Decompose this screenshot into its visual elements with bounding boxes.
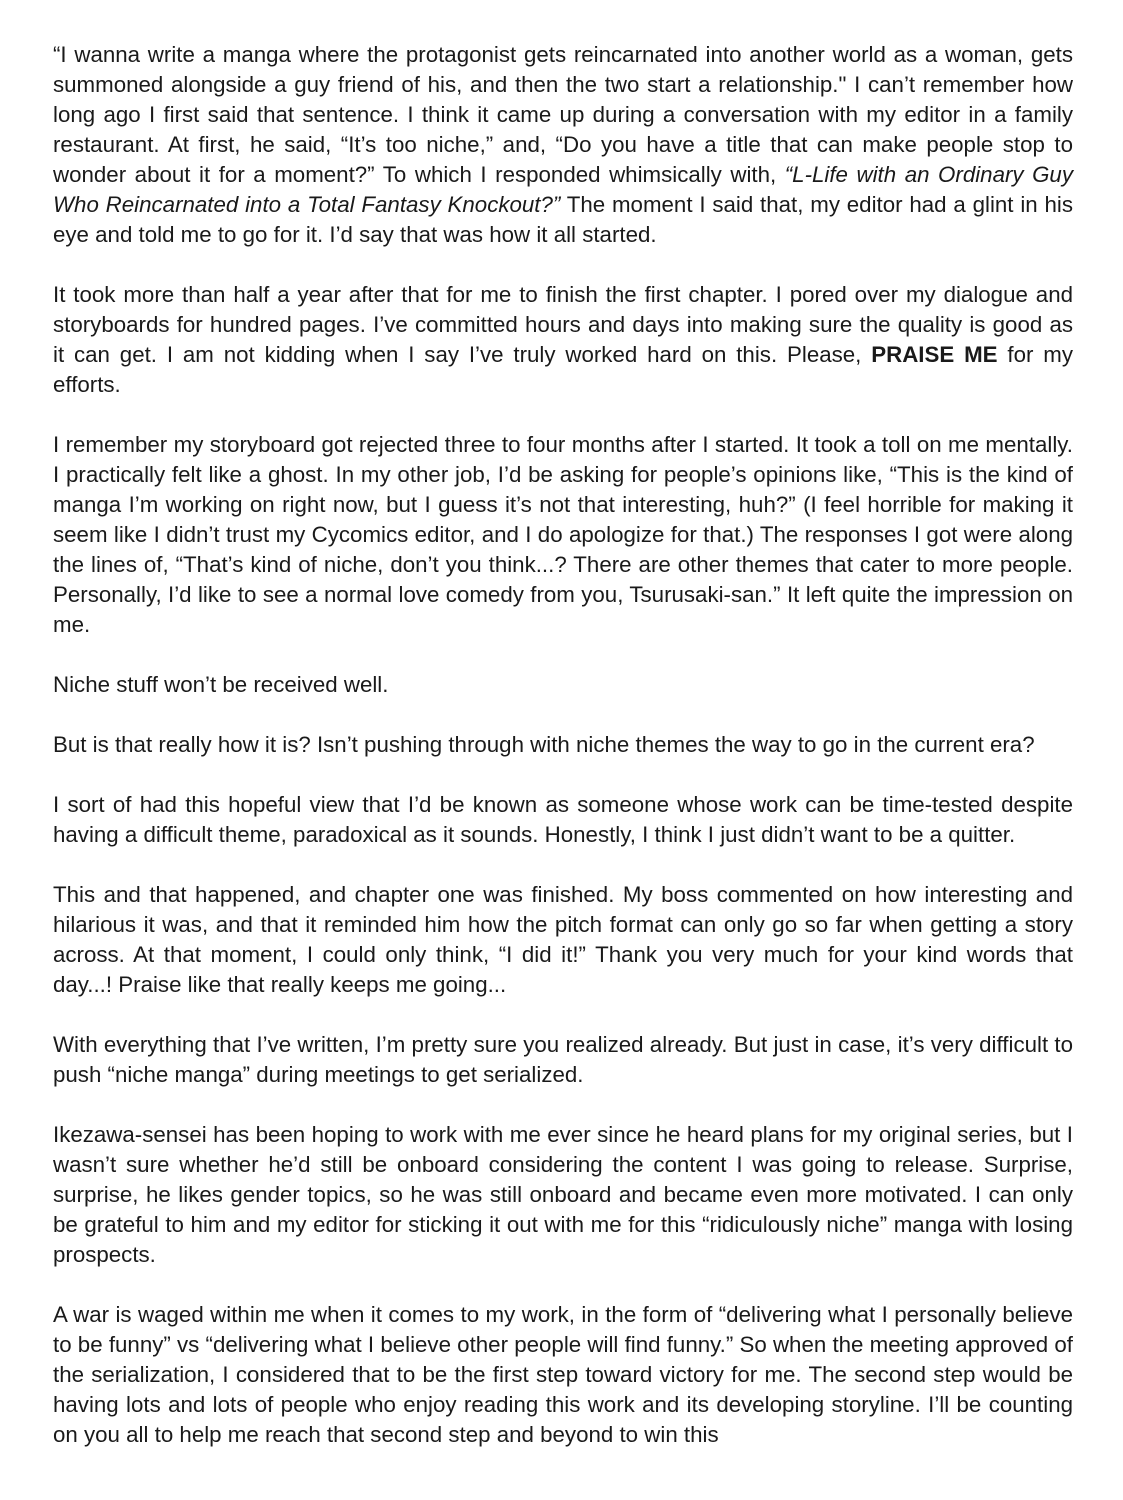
- paragraph-text: Niche stuff won’t be received well.: [53, 672, 389, 697]
- paragraph-text: The moment I said that, my editor had a glint in his eye and told me to go for it. I’d say that was how it all started.: [53, 192, 1073, 247]
- paragraph-text: I sort of had this hopeful view that I’d be known as someone whose work can be time-tested despite having a difficult theme, paradoxical as it sounds. Honestly, I think I just didn’t want to be a quitter.: [53, 792, 1073, 847]
- paragraph-text: “I wanna write a manga where the protagonist gets reincarnated into another world as a woman, gets summoned alongside a guy friend of his, and then the two start a relationship." I can’t remember how long ago I first said that sentence. I think it came up during a conversation with my editor in a family restaurant. At first, he said, “It’s too niche,” and, “Do you have a title that can make people stop to wonder about it for a moment?” To which I responded whimsically with,: [53, 42, 1073, 187]
- paragraph-current-era: [53, 730, 1073, 760]
- praise-me-bold: PRAISE ME: [871, 342, 998, 367]
- paragraph-text: It took more than half a year after that for me to finish the first chapter. I pored over my dialogue and storyboards for hundred pages. I’ve committed hours and days into making sure the quality is good as it can get. I am not kidding when I say I’ve truly worked hard on this. Please,: [53, 282, 1073, 367]
- paragraph-hopeful-view: [53, 790, 1073, 850]
- paragraph-text: This and that happened, and chapter one was finished. My boss commented on how interesting and hilarious it was, and that it reminded him how the pitch format can only go so far when getting a story across. At that moment, I could only think, “I did it!” Thank you very much for your kind words that day...! Praise like that really keeps me going...: [53, 882, 1073, 997]
- afterword-text-block: [53, 40, 1073, 1480]
- paragraph-text: A war is waged within me when it comes to my work, in the form of “delivering what I personally believe to be funny” vs “delivering what I believe other people will find funny.” So when the meeting approved of the serialization, I considered that to be the first step toward victory for me. The second step would be having lots and lots of people who enjoy reading this work and its developing storyline. I’ll be counting on you all to help me reach that second step and beyond to win this: [53, 1302, 1073, 1447]
- paragraph-storyboard-rejected: [53, 430, 1073, 640]
- paragraph-first-chapter: [53, 280, 1073, 400]
- paragraph-origin: [53, 40, 1073, 250]
- paragraph-text: for my efforts.: [53, 342, 1073, 397]
- manga-title-italic: “L-Life with an Ordinary Guy Who Reincarnated into a Total Fantasy Knockout?”: [53, 162, 1073, 217]
- paragraph-ikezawa-sensei: [53, 1120, 1073, 1270]
- paragraph-niche-manga: [53, 1030, 1073, 1090]
- paragraph-niche-stuff: [53, 670, 1073, 700]
- paragraph-text: I remember my storyboard got rejected three to four months after I started. It took a toll on me mentally. I practically felt like a ghost. In my other job, I’d be asking for people’s opinions like, “This is the kind of manga I’m working on right now, but I guess it’s not that interesting, huh?” (I feel horrible for making it seem like I didn’t trust my Cycomics editor, and I do apologize for that.) The responses I got were along the lines of, “That’s kind of niche, don’t you think...? There are other themes that cater to more people. Personally, I’d like to see a normal love comedy from you, Tsurusaki-san.” It left quite the impression on me.: [53, 432, 1073, 637]
- paragraph-text: With everything that I’ve written, I’m pretty sure you realized already. But just in case, it’s very difficult to push “niche manga” during meetings to get serialized.: [53, 1032, 1073, 1087]
- paragraph-text: Ikezawa-sensei has been hoping to work with me ever since he heard plans for my original series, but I wasn’t sure whether he’d still be onboard considering the content I was going to release. Surprise, surprise, he likes gender topics, so he was still onboard and became even more motivated. I can only be grateful to him and my editor for sticking it out with me for this “ridiculously niche” manga with losing prospects.: [53, 1122, 1073, 1267]
- paragraph-text: But is that really how it is? Isn’t pushing through with niche themes the way to go in the current era?: [53, 732, 1035, 757]
- paragraph-chapter-finished: [53, 880, 1073, 1000]
- paragraph-war-within: [53, 1300, 1073, 1450]
